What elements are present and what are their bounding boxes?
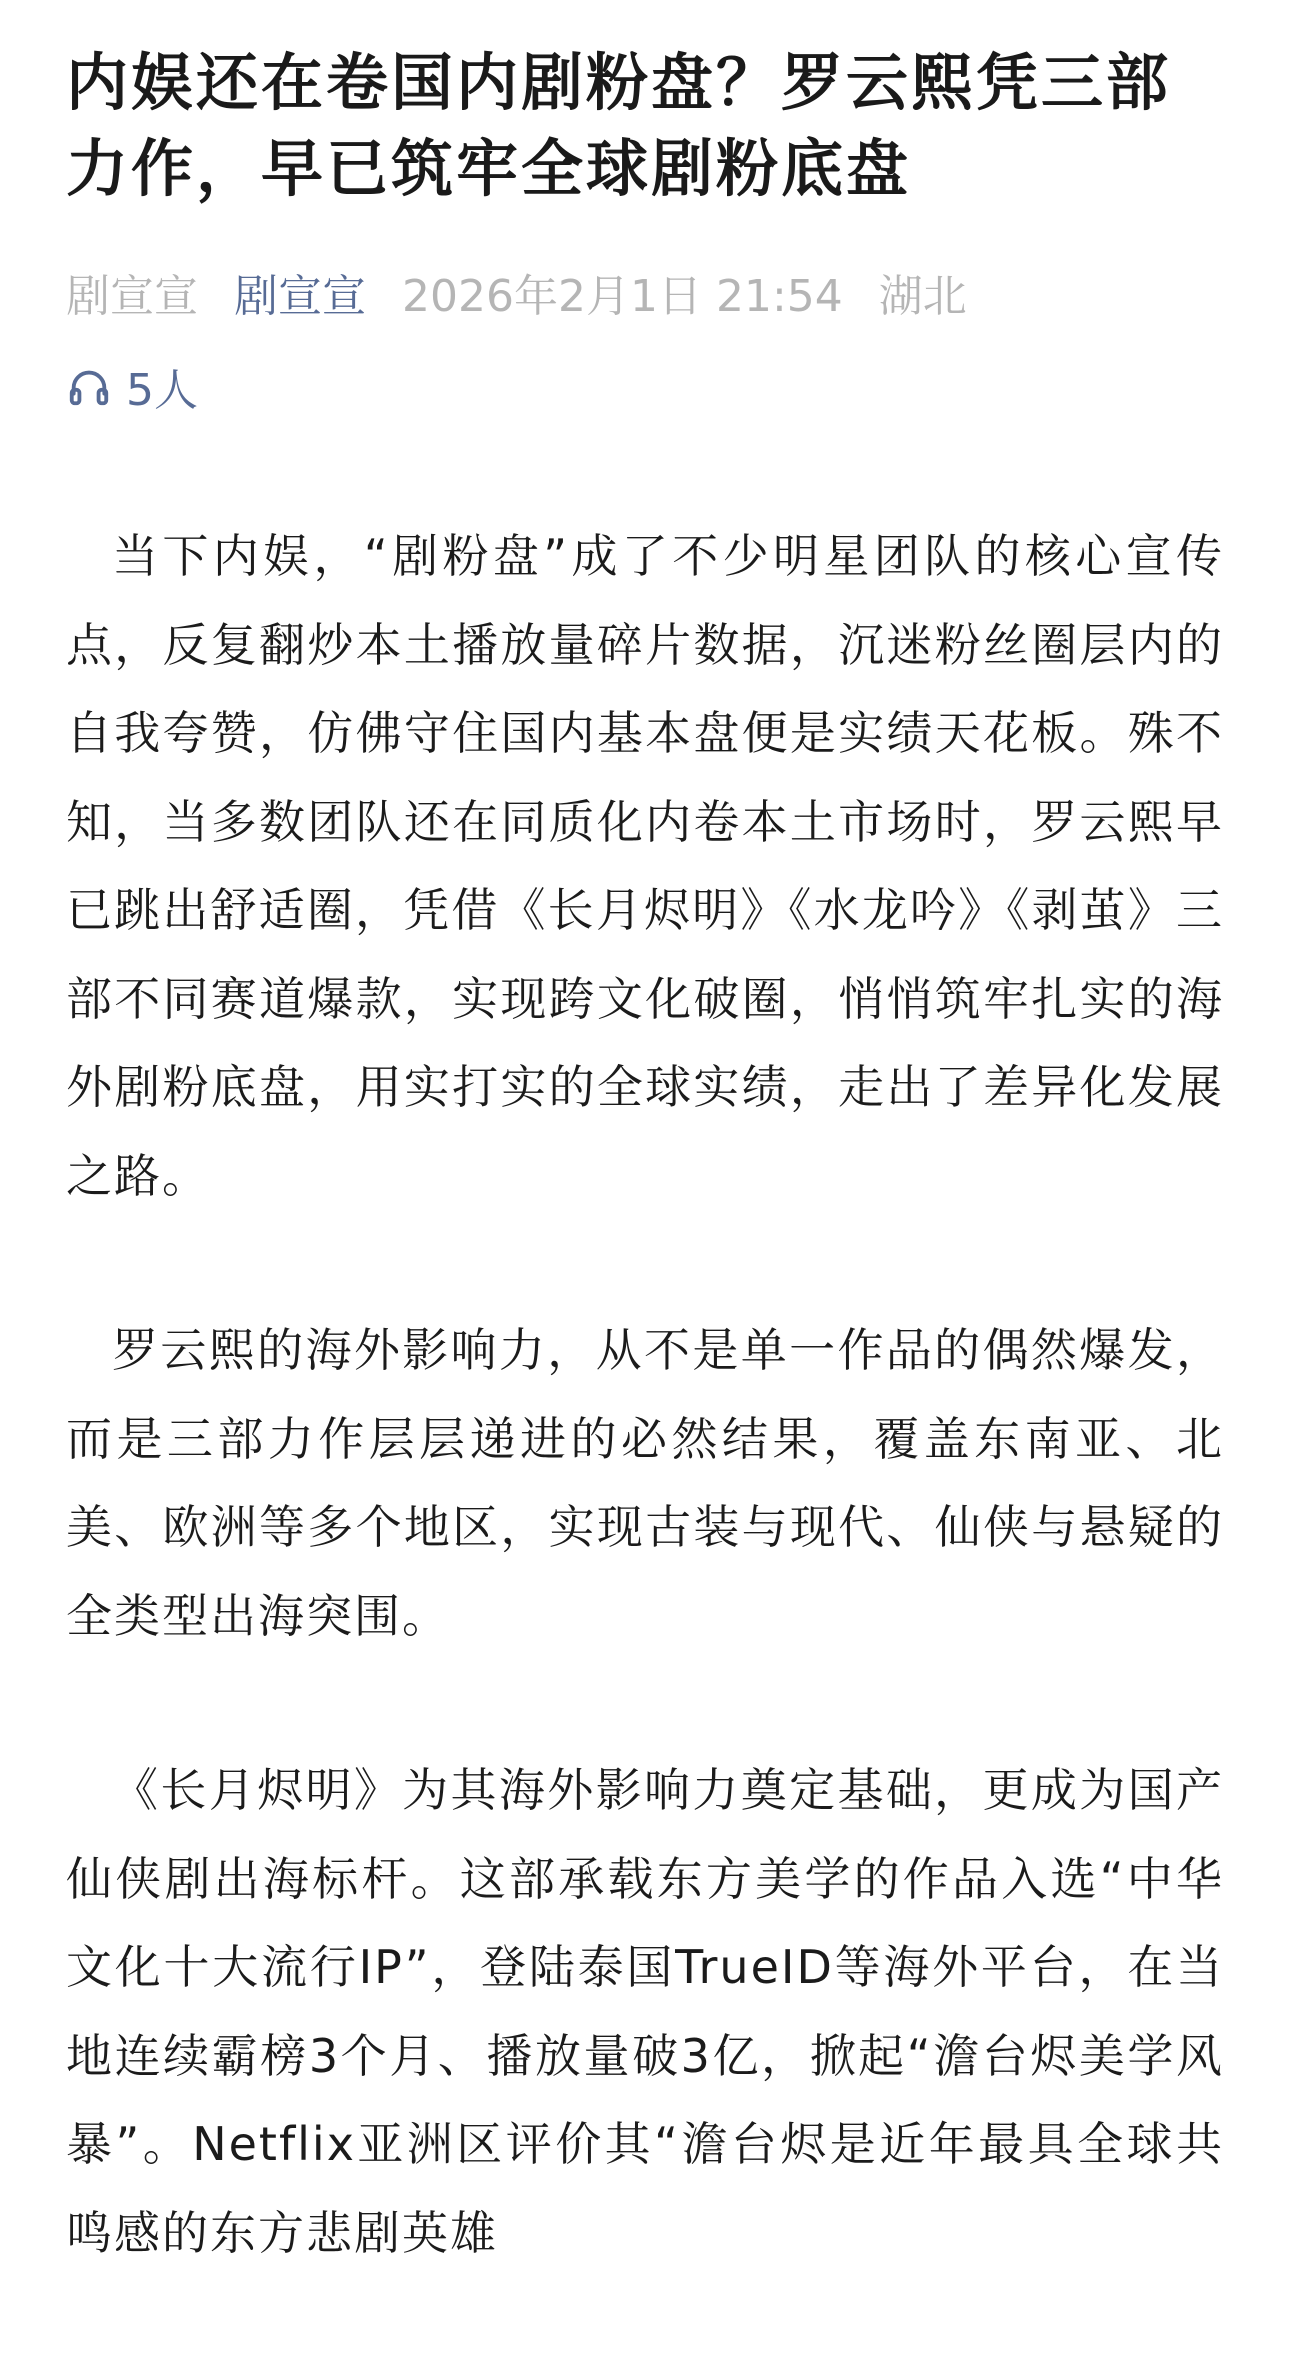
article-body <box>66 512 1224 2277</box>
article <box>66 40 1224 2363</box>
source-name: 剧宣宣 <box>66 271 198 322</box>
publish-datetime: 2026年2月1日 21:54 <box>402 271 843 322</box>
listen-count: 5人 <box>126 365 198 416</box>
headphones-icon <box>66 363 112 409</box>
paragraph: 罗云熙的海外影响力，从不是单一作品的偶然爆发，而是三部力作层层递进的必然结果，覆盖东南亚、北美、欧洲等多个地区，实现古装与现代、仙侠与悬疑的全类型出海突围。 <box>66 1323 1224 1643</box>
listen-button[interactable] <box>66 358 1224 414</box>
author-link[interactable]: 剧宣宣 <box>234 271 366 322</box>
paragraph: 当下内娱，“剧粉盘”成了不少明星团队的核心宣传点，反复翻炒本土播放量碎片数据，沉迷粉丝圈层内的自我夸赞，仿佛守住国内基本盘便是实绩天花板。殊不知，当多数团队还在同质化内卷本土市场时，罗云熙早已跳出舒适圈，凭借《长月烬明》《水龙吟》《剥茧》三部不同赛道爆款，实现跨文化破圈，悄悄筑牢扎实的海外剧粉底盘，用实打实的全球实绩，走出了差异化发展之路。 <box>66 529 1224 1203</box>
article-title: 内娱还在卷国内剧粉盘？罗云熙凭三部力作，早已筑牢全球剧粉底盘 <box>66 46 1172 205</box>
location: 湖北 <box>878 271 967 322</box>
article-meta <box>66 264 1224 320</box>
paragraph: 《长月烬明》为其海外影响力奠定基础，更成为国产仙侠剧出海标杆。这部承载东方美学的作品入选“中华文化十大流行IP”，登陆泰国TrueID等海外平台，在当地连续霸榜3个月、播放量破3亿，掀起“澹台烬美学风暴”。Netflix亚洲区评价其“澹台烬是近年最具全球共鸣感的东方悲剧英雄 <box>66 1763 1224 2260</box>
